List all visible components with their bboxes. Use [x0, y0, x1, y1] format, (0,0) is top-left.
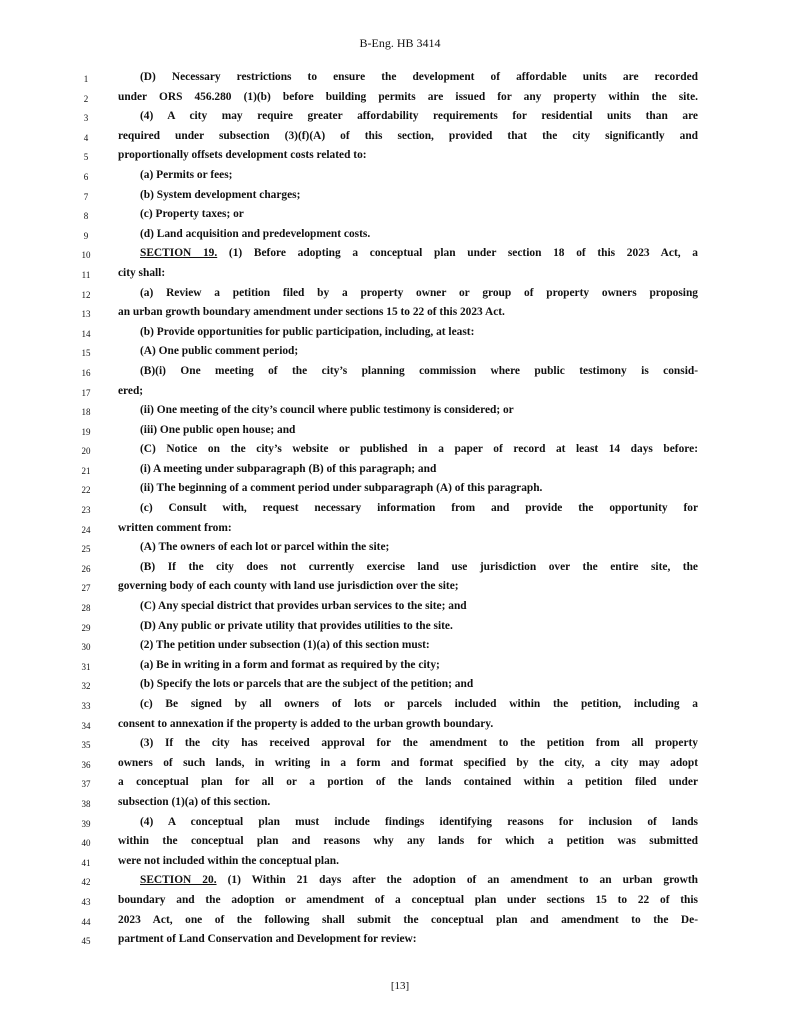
text-line	[0, 384, 800, 404]
line-number: 11	[81, 269, 91, 280]
line-text: (C) Any special district that provides urban services to the site; and	[140, 600, 467, 613]
text-line	[0, 286, 800, 306]
text-line	[0, 70, 800, 90]
text-line	[0, 873, 800, 893]
line-text: (2) The petition under subsection (1)(a) of this section must:	[140, 639, 430, 652]
text-line	[0, 521, 800, 541]
line-text: (4) A conceptual plan must include findings identifying reasons for inclusion of lands	[140, 815, 698, 828]
line-number: 37	[81, 779, 91, 790]
line-number: 4	[83, 132, 89, 143]
line-number: 24	[81, 524, 91, 535]
line-text: (b) Provide opportunities for public participation, including, at least:	[140, 325, 475, 338]
bill-text	[0, 70, 800, 952]
text-line	[0, 834, 800, 854]
text-line	[0, 658, 800, 678]
line-text: (ii) The beginning of a comment period under subparagraph (A) of this paragraph.	[140, 482, 543, 495]
text-line	[0, 932, 800, 952]
line-number: 9	[83, 230, 89, 241]
line-number: 26	[81, 563, 91, 574]
text-line	[0, 795, 800, 815]
text-line	[0, 246, 800, 266]
line-number: 7	[83, 191, 89, 202]
line-text: 2023 Act, one of the following shall submit the conceptual plan and amendment to the De-	[118, 913, 698, 926]
text-line	[0, 540, 800, 560]
text-line	[0, 423, 800, 443]
text-line	[0, 168, 800, 188]
line-number: 41	[81, 857, 91, 868]
line-number: 10	[81, 250, 91, 261]
line-text: proportionally offsets development costs related to:	[118, 149, 367, 162]
line-text: required under subsection (3)(f)(A) of this section, provided that the city significantly and	[118, 129, 698, 142]
section-heading: SECTION 19.	[140, 247, 218, 260]
line-number: 6	[83, 171, 89, 182]
line-number: 13	[81, 309, 91, 320]
line-text: (C) Notice on the city’s website or published in a paper of record at least 14 days before:	[140, 443, 698, 456]
line-number: 28	[81, 603, 91, 614]
line-text: (a) Be in writing in a form and format as required by the city;	[140, 658, 440, 671]
text-line	[0, 207, 800, 227]
line-number: 34	[81, 720, 91, 731]
line-text: were not included within the conceptual plan.	[118, 854, 339, 867]
text-line	[0, 619, 800, 639]
text-line	[0, 462, 800, 482]
text-line	[0, 305, 800, 325]
line-number: 42	[81, 877, 91, 888]
line-number: 1	[83, 74, 89, 84]
line-number: 38	[81, 798, 91, 809]
line-number: 23	[81, 505, 91, 516]
text-line	[0, 403, 800, 423]
text-line	[0, 913, 800, 933]
line-text: (A) The owners of each lot or parcel within the site;	[140, 541, 390, 554]
line-text: governing body of each county with land use jurisdiction over the site;	[118, 580, 459, 593]
line-text: city shall:	[118, 266, 166, 279]
bill-header: B-Eng. HB 3414	[359, 36, 441, 50]
text-line	[0, 129, 800, 149]
text-line	[0, 736, 800, 756]
line-number: 43	[81, 896, 91, 907]
line-text: (a) Review a petition filed by a property owner or group of property owners proposing	[140, 286, 698, 299]
line-number: 5	[83, 152, 89, 163]
line-text: (c) Property taxes; or	[140, 208, 244, 221]
line-number: 27	[81, 583, 91, 594]
line-text: (ii) One meeting of the city’s council where public testimony is considered; or	[140, 404, 514, 417]
line-number: 35	[81, 740, 91, 751]
text-line	[0, 638, 800, 658]
text-line	[0, 854, 800, 874]
line-number: 21	[81, 465, 91, 476]
text-line	[0, 344, 800, 364]
line-text: (iii) One public open house; and	[140, 423, 296, 436]
text-line	[0, 756, 800, 776]
line-text: (D) Necessary restrictions to ensure the development of affordable units are recorded	[140, 71, 698, 83]
line-text: under ORS 456.280 (1)(b) before building permits are issued for any property within the site.	[118, 90, 698, 103]
text-line	[0, 442, 800, 462]
section-heading: SECTION 20.	[140, 874, 217, 887]
line-text: written comment from:	[118, 521, 232, 534]
text-line	[0, 815, 800, 835]
line-text: (c) Be signed by all owners of lots or parcels included within the petition, including a	[140, 698, 698, 710]
line-number: 19	[81, 426, 91, 437]
line-number: 2	[83, 93, 89, 104]
line-text: (a) Permits or fees;	[140, 168, 233, 181]
text-line	[0, 227, 800, 247]
line-number: 45	[81, 936, 91, 947]
text-line	[0, 148, 800, 168]
line-number: 3	[83, 113, 89, 124]
line-number: 14	[81, 328, 91, 339]
line-text: an urban growth boundary amendment under sections 15 to 22 of this 2023 Act.	[118, 306, 505, 319]
line-text: (b) System development charges;	[140, 188, 301, 201]
text-line	[0, 697, 800, 717]
text-line	[0, 109, 800, 129]
line-number: 36	[81, 759, 91, 770]
line-text: (D) Any public or private utility that provides utilities to the site.	[140, 619, 453, 632]
line-number: 39	[81, 818, 91, 829]
line-text: subsection (1)(a) of this section.	[118, 795, 271, 808]
line-text: (b) Specify the lots or parcels that are the subject of the petition; and	[140, 678, 474, 691]
text-line	[0, 775, 800, 795]
line-text: (d) Land acquisition and predevelopment costs.	[140, 227, 371, 240]
line-text: owners of such lands, in writing in a form and format specified by the city, a city may adopt	[118, 756, 698, 769]
text-line	[0, 481, 800, 501]
text-line	[0, 893, 800, 913]
line-text: consent to annexation if the property is added to the urban growth boundary.	[118, 717, 494, 730]
text-line	[0, 501, 800, 521]
line-number: 32	[81, 681, 91, 692]
line-text: (4) A city may require greater affordability requirements for residential units than are	[140, 110, 698, 123]
line-number: 30	[81, 642, 91, 653]
page-number: [13]	[390, 980, 410, 992]
text-line	[0, 717, 800, 737]
text-line	[0, 188, 800, 208]
line-text: ered;	[118, 384, 144, 397]
line-text: boundary and the adoption or amendment of a conceptual plan under sections 15 to 22 of this	[118, 893, 698, 906]
line-number: 16	[81, 367, 91, 378]
line-number: 12	[81, 289, 91, 300]
line-number: 18	[81, 407, 91, 418]
line-text: a conceptual plan for all or a portion of the lands contained within a petition filed under	[118, 776, 698, 789]
text-line	[0, 677, 800, 697]
text-line	[0, 560, 800, 580]
line-number: 44	[81, 916, 91, 927]
line-number: 20	[81, 446, 91, 457]
text-line	[0, 364, 800, 384]
line-text: (B)(i) One meeting of the city’s planning commission where public testimony is consid-	[140, 364, 698, 377]
line-number: 25	[81, 544, 91, 555]
text-line	[0, 325, 800, 345]
line-text: (c) Consult with, request necessary information from and provide the opportunity for	[140, 502, 698, 515]
line-text: (A) One public comment period;	[140, 345, 299, 358]
text-line	[0, 266, 800, 286]
line-number: 31	[81, 661, 91, 672]
line-number: 40	[81, 838, 91, 849]
text-line	[0, 90, 800, 110]
line-number: 17	[81, 387, 91, 398]
line-number: 29	[81, 622, 91, 633]
line-number: 22	[81, 485, 91, 496]
text-line	[0, 599, 800, 619]
line-number: 8	[83, 211, 89, 222]
line-text: within the conceptual plan and reasons why any lands for which a petition was submitted	[118, 835, 698, 848]
line-text: (3) If the city has received approval for the amendment to the petition from all property	[140, 737, 698, 750]
text-line	[0, 579, 800, 599]
line-text: (i) A meeting under subparagraph (B) of this paragraph; and	[140, 462, 437, 475]
line-text: partment of Land Conservation and Development for review:	[118, 933, 417, 946]
line-number: 33	[81, 701, 91, 711]
line-text: SECTION 19. (1) Before adopting a conceptual plan under section 18 of this 2023 Act, a	[140, 247, 698, 260]
line-number: 15	[81, 348, 91, 359]
line-text: SECTION 20. (1) Within 21 days after the adoption of an amendment to an urban growth	[140, 874, 698, 887]
line-text: (B) If the city does not currently exercise land use jurisdiction over the entire site, the	[140, 560, 698, 573]
